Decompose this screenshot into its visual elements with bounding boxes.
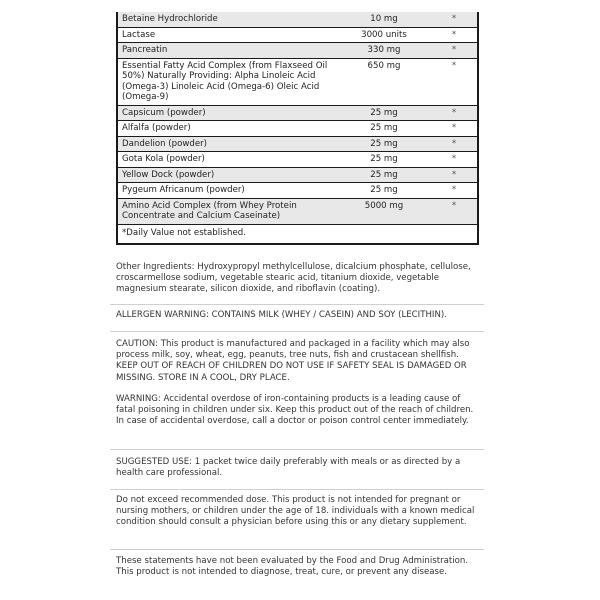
daily-value: * [430, 12, 477, 27]
divider [110, 549, 484, 550]
table-row [118, 105, 477, 121]
ingredient-amount: 25 mg [337, 105, 430, 121]
other-ingredients-text: Other Ingredients: Hydroxypropyl methylcellulose, dicalcium phosphate, cellulose, croscarmellose sodium, vegetable stearic acid, titanium dioxide, vegetable magnesium stearate, silicon dioxide, and riboflavin (coating). [116, 262, 471, 295]
allergen-warning-text: ALLERGEN WARNING: CONTAINS MILK (WHEY / CASEIN) AND SOY (LECITHIN). [116, 310, 447, 320]
ingredient-amount: 25 mg [337, 136, 430, 152]
ingredient-name: Capsicum (powder) [118, 105, 337, 121]
ingredient-name: Pygeum Africanum (powder) [118, 183, 337, 199]
ingredient-name: Dandelion (powder) [118, 136, 337, 152]
ingredient-amount: 330 mg [337, 43, 430, 59]
suggested-use-text: SUGGESTED USE: 1 packet twice daily preferably with meals or as directed by a health care professional. [116, 457, 461, 479]
fda-disclaimer-text: These statements have not been evaluated by the Food and Drug Administration. This product is not intended to diagnose, treat, cure, or prevent any disease. [116, 556, 469, 578]
table-row [118, 121, 477, 137]
table-row [118, 136, 477, 152]
daily-value: * [430, 152, 477, 168]
ingredient-amount: 25 mg [337, 183, 430, 199]
divider [110, 304, 484, 305]
table-row [118, 58, 477, 105]
table-row [118, 27, 477, 43]
ingredient-amount: 650 mg [337, 58, 430, 105]
daily-value: * [430, 136, 477, 152]
iron-warning-text: WARNING: Accidental overdose of iron-containing products is a leading cause of fatal poisoning in children under six. Keep this product out of the reach of children. In case of accidental overdose, call a doctor or poison control center immediately. [116, 394, 474, 427]
table-row [118, 12, 477, 27]
ingredient-name: Gota Kola (powder) [118, 152, 337, 168]
daily-value: * [430, 43, 477, 59]
ingredient-amount: 3000 units [337, 27, 430, 43]
table-row [118, 198, 477, 224]
table-row [118, 152, 477, 168]
ingredient-name: Amino Acid Complex (from Whey Protein Concentrate and Calcium Caseinate) [118, 198, 337, 224]
daily-value: * [430, 105, 477, 121]
ingredient-name: Essential Fatty Acid Complex (from Flaxseed Oil 50%) Naturally Providing: Alpha Linoleic Acid (Omega-3) Linoleic Acid (Omega-6) Oleic Acid (Omega-9) [118, 58, 337, 105]
table-row [118, 183, 477, 199]
daily-value: * [430, 183, 477, 199]
table-row [118, 43, 477, 59]
caution-text: CAUTION: This product is manufactured and packaged in a facility which may also process milk, soy, wheat, egg, peanuts, tree nuts, fish and crustacean shellfish. KEEP OUT OF REACH OF CHILDREN DO NOT USE IF SAFETY SEAL IS DAMAGED OR MISSING. STORE IN A COOL, DRY PLACE. [116, 339, 470, 383]
ingredient-name: Betaine Hydrochloride [118, 12, 337, 27]
supplement-facts-panel [116, 12, 479, 245]
ingredient-name: Yellow Dock (powder) [118, 167, 337, 183]
daily-value: * [430, 198, 477, 224]
daily-value: * [430, 167, 477, 183]
ingredient-amount: 25 mg [337, 121, 430, 137]
daily-value: * [430, 27, 477, 43]
ingredient-name: Lactase [118, 27, 337, 43]
table-row [118, 167, 477, 183]
ingredient-amount: 10 mg [337, 12, 430, 27]
divider [110, 489, 484, 490]
ingredient-name: Pancreatin [118, 43, 337, 59]
ingredient-amount: 5000 mg [337, 198, 430, 224]
ingredient-amount: 25 mg [337, 167, 430, 183]
supplement-facts-table [118, 12, 477, 225]
divider [110, 331, 484, 332]
dose-notice-text: Do not exceed recommended dose. This product is not intended for pregnant or nursing mothers, or children under the age of 18. individuals with a known medical condition should consult a physician before using this or any dietary supplement. [116, 495, 475, 528]
daily-value: * [430, 58, 477, 105]
ingredient-name: Alfalfa (powder) [118, 121, 337, 137]
divider [110, 449, 484, 450]
daily-value-footnote: *Daily Value not established. [122, 227, 246, 238]
daily-value: * [430, 121, 477, 137]
ingredient-amount: 25 mg [337, 152, 430, 168]
